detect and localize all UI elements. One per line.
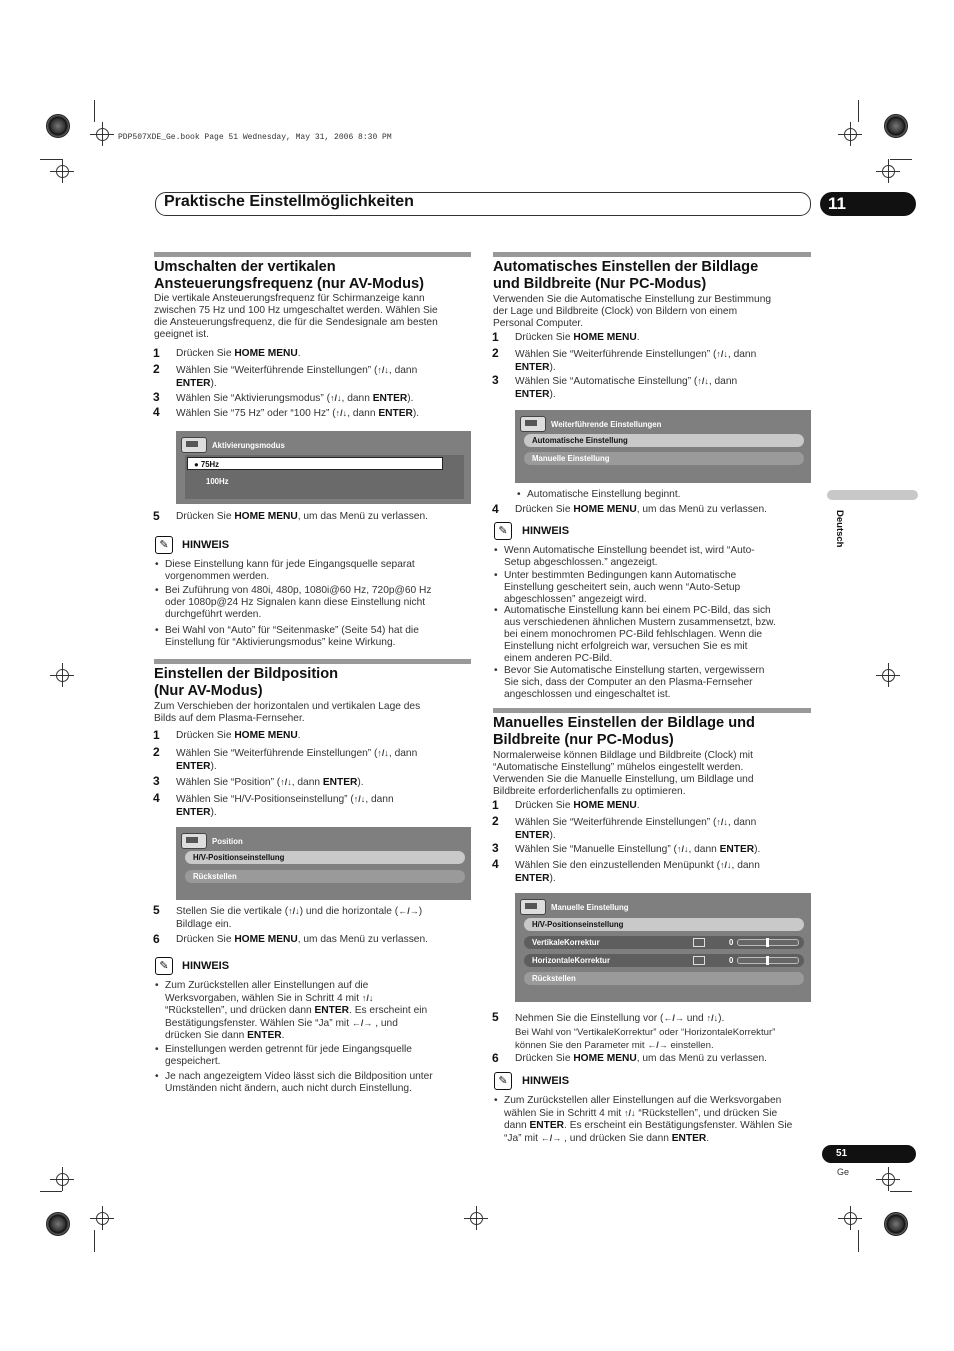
- menu-item-hv-position: H/V-Positionseinstellung: [524, 918, 804, 931]
- tv-icon: [520, 416, 546, 432]
- step-item: 3 Wählen Sie “Position” (↑/↓, dann ENTER).: [153, 774, 364, 788]
- language-tab: [827, 490, 918, 500]
- note-heading: HINWEIS: [182, 960, 230, 972]
- menu-screenshot-manuelle-einstellung: [515, 893, 811, 1002]
- language-code: Ge: [837, 1167, 850, 1177]
- chapter-number: 11: [820, 192, 916, 216]
- menu-screenshot-aktivierungsmodus: [176, 431, 471, 504]
- menu-item-reset: Rückstellen: [185, 870, 465, 883]
- tv-icon: [181, 437, 207, 453]
- note-bullet: • Diese Einstellung kann für jede Eingangsquelle separat vorgenommen werden.: [165, 559, 415, 583]
- step-item: 5 Stellen Sie die vertikale (↑/↓) und die horizontale (←/→) Bildlage ein.: [153, 903, 423, 930]
- page-number: 51: [822, 1145, 916, 1163]
- step-item: 4 Drücken Sie HOME MENU, um das Menü zu verlassen.: [492, 502, 767, 516]
- section-title: Umschalten der vertikalen Ansteuerungsfrequenz (nur AV-Modus): [154, 259, 424, 292]
- crop-mark: [858, 1230, 859, 1252]
- note-bullet: • Bei Zuführung von 480i, 480p, 1080i@60 Hz, 720p@60 Hz oder 1080p@24 Hz Signalen kann diese Einstellung nicht durchgeführt werden.: [165, 585, 432, 621]
- step-item: 6 Drücken Sie HOME MENU, um das Menü zu verlassen.: [492, 1051, 767, 1065]
- menu-option-75hz: ● 75Hz: [187, 457, 443, 470]
- step-item: 1 Drücken Sie HOME MENU.: [153, 728, 301, 742]
- crop-mark: [94, 1230, 95, 1252]
- step-item: 5 Nehmen Sie die Einstellung vor (←/→ und ↑/↓). Bei Wahl von “VertikaleKorrektur” oder “HorizontaleKorrektur” können Sie den Parameter mit ←/→ einstellen.: [492, 1010, 776, 1052]
- menu-item-manual-setup: Manuelle Einstellung: [524, 452, 804, 465]
- note-heading: HINWEIS: [522, 525, 570, 537]
- step-item: 2 Wählen Sie “Weiterführende Einstellungen” (↑/↓, dann ENTER).: [153, 745, 418, 772]
- crop-mark: [94, 100, 95, 122]
- menu-screenshot-position: [176, 827, 471, 900]
- menu-item-horizontal-correction: HorizontaleKorrektur: [524, 954, 804, 967]
- step-item: 3 Wählen Sie “Automatische Einstellung” (↑/↓, dann ENTER).: [492, 373, 738, 400]
- registration-disc-top-left: [46, 114, 70, 138]
- vertical-correction-value: 0: [729, 938, 734, 947]
- crop-mark: [890, 1191, 912, 1192]
- tv-icon: [181, 833, 207, 849]
- step-item: 1 Drücken Sie HOME MENU.: [153, 346, 301, 360]
- step-item: 4 Wählen Sie “H/V-Positionseinstellung” (↑/↓, dann ENTER).: [153, 791, 394, 818]
- section-intro: Normalerweise können Bildlage und Bildbreite (Clock) mit “Automatische Einstellung” mühelos eingestellt werden. Verwenden Sie die Manuelle Einstellung, um Bildlage und Bildbreite erforderlichenfalls zu optimieren.: [493, 750, 754, 797]
- screen-title: Position: [212, 837, 243, 846]
- screen-title: Manuelle Einstellung: [551, 903, 629, 912]
- section-title: Automatisches Einstellen der Bildlage und Bildbreite (Nur PC-Modus): [493, 259, 759, 292]
- step-item: 4 Wählen Sie den einzustellenden Menüpunkt (↑/↓, dann ENTER).: [492, 857, 760, 884]
- menu-item-hv-position: H/V-Positionseinstellung: [185, 851, 465, 864]
- note-bullet: • Unter bestimmten Bedingungen kann Automatische Einstellung gescheitert sein, auch wenn “Auto-Setup abgeschlossen” angezeigt wird.: [504, 570, 740, 606]
- step-bullet: • Automatische Einstellung beginnt.: [527, 489, 680, 501]
- note-bullet: • Zum Zurückstellen aller Einstellungen auf die Werksvorgaben wählen Sie in Schritt 4 mit ↑/↓ “Rückstellen”, und drücken Sie dann ENTER. Es erscheint ein Bestätigungsfenster. Wählen Sie “Ja” mit ←/→ , und drücken Sie dann ENTER.: [504, 1095, 792, 1145]
- note-heading: HINWEIS: [522, 1075, 570, 1087]
- crop-mark: [40, 1191, 62, 1192]
- step-item: 2 Wählen Sie “Weiterführende Einstellungen” (↑/↓, dann ENTER).: [153, 362, 418, 389]
- note-bullet: • Bei Wahl von “Auto” für “Seitenmaske” (Seite 54) hat die Einstellung für “Aktivierungsmodus” keine Wirkung.: [165, 625, 419, 649]
- note-pencil-icon: ✎: [155, 957, 173, 975]
- section-rule: [493, 708, 811, 713]
- note-bullet: • Automatische Einstellung kann bei einem PC-Bild, das sich aus verschiedenen ähnlichen Mustern zusammensetzt, bzw. bei einem monochromen PC-Bild fehlschlagen. Wenn die Einstellung nicht erfolgreich war, versuchen Sie es mit einem anderen PC-Bild.: [504, 605, 776, 665]
- note-bullet: • Je nach angezeigtem Video lässt sich die Bildposition unter Umständen nicht ändern, auch nicht durch Einstellung.: [165, 1071, 433, 1095]
- note-heading: HINWEIS: [182, 539, 230, 551]
- book-info: PDP507XDE_Ge.book Page 51 Wednesday, May 31, 2006 8:30 PM: [118, 133, 392, 142]
- screen-title: Aktivierungsmodus: [212, 441, 285, 450]
- step-item: 3 Wählen Sie “Aktivierungsmodus” (↑/↓, dann ENTER).: [153, 390, 414, 404]
- step-item: 1 Drücken Sie HOME MENU.: [492, 330, 640, 344]
- menu-screenshot-weiterfuehrende-einstellungen: [515, 410, 811, 483]
- screen-title: Weiterführende Einstellungen: [551, 420, 662, 429]
- crop-mark: [40, 159, 62, 160]
- section-title: Manuelles Einstellen der Bildlage und Bildbreite (nur PC-Modus): [493, 715, 755, 748]
- registration-disc-top-right: [884, 114, 908, 138]
- note-bullet: • Einstellungen werden getrennt für jede Eingangsquelle gespeichert.: [165, 1044, 412, 1068]
- crop-mark: [890, 159, 912, 160]
- horizontal-correction-value: 0: [729, 956, 734, 965]
- note-bullet: • Zum Zurückstellen aller Einstellungen auf die Werksvorgaben, wählen Sie in Schritt 4 mit ↑/↓ “Rückstellen”, und drücken dann ENTER. Es erscheint ein Bestätigungsfenster. Wählen Sie “Ja” mit ←/→ , und drücken Sie dann ENTER.: [165, 980, 427, 1042]
- section-intro: Verwenden Sie die Automatische Einstellung zur Bestimmung der Lage und Bildbreite (Clock) von Bildern von einem Personal Computer.: [493, 294, 772, 329]
- vertical-bars-icon: [693, 938, 705, 947]
- note-bullet: • Wenn Automatische Einstellung beendet ist, wird “Auto- Setup abgeschlossen.” angezeigt.: [504, 545, 755, 569]
- section-title: Einstellen der Bildposition (Nur AV-Modus): [154, 666, 339, 699]
- slider-thumb: [766, 938, 769, 947]
- step-item: 5 Drücken Sie HOME MENU, um das Menü zu verlassen.: [153, 509, 428, 523]
- language-label: Deutsch: [834, 510, 845, 548]
- section-rule: [154, 252, 471, 257]
- menu-item-reset: Rückstellen: [524, 972, 804, 985]
- tv-icon: [520, 899, 546, 915]
- slider-thumb: [766, 956, 769, 965]
- menu-item-vertical-correction: VertikaleKorrektur: [524, 936, 804, 949]
- step-item: 6 Drücken Sie HOME MENU, um das Menü zu verlassen.: [153, 932, 428, 946]
- step-item: 4 Wählen Sie “75 Hz” oder “100 Hz” (↑/↓, dann ENTER).: [153, 405, 420, 419]
- menu-item-auto-setup: Automatische Einstellung: [524, 434, 804, 447]
- page-header-title: Praktische Einstellmöglichkeiten: [164, 193, 414, 210]
- step-item: 3 Wählen Sie “Manuelle Einstellung” (↑/↓, dann ENTER).: [492, 841, 761, 855]
- section-rule: [493, 252, 811, 257]
- step-item: 2 Wählen Sie “Weiterführende Einstellungen” (↑/↓, dann ENTER).: [492, 346, 757, 373]
- note-pencil-icon: ✎: [494, 522, 512, 540]
- note-bullet: • Bevor Sie Automatische Einstellung starten, vergewissern Sie sich, dass der Computer an den Plasma-Fernseher angeschlossen und eingeschaltet ist.: [504, 665, 764, 701]
- section-rule: [154, 659, 471, 664]
- section-intro: Die vertikale Ansteuerungsfrequenz für Schirmanzeige kann zwischen 75 Hz und 100 Hz umgeschaltet werden. Wählen Sie die Ansteuerungsfrequenz, die für die Sendesignale am besten geeignet ist.: [154, 293, 438, 340]
- registration-disc-bottom-left: [46, 1212, 70, 1236]
- section-intro: Zum Verschieben der horizontalen und vertikalen Lage des Bilds auf dem Plasma-Fernseher.: [154, 701, 421, 724]
- crop-mark: [858, 100, 859, 122]
- note-pencil-icon: ✎: [494, 1072, 512, 1090]
- note-pencil-icon: ✎: [155, 536, 173, 554]
- menu-option-100hz: 100Hz: [206, 477, 229, 486]
- horizontal-bars-icon: [693, 956, 705, 965]
- step-item: 1 Drücken Sie HOME MENU.: [492, 798, 640, 812]
- step-item: 2 Wählen Sie “Weiterführende Einstellungen” (↑/↓, dann ENTER).: [492, 814, 757, 841]
- registration-disc-bottom-right: [884, 1212, 908, 1236]
